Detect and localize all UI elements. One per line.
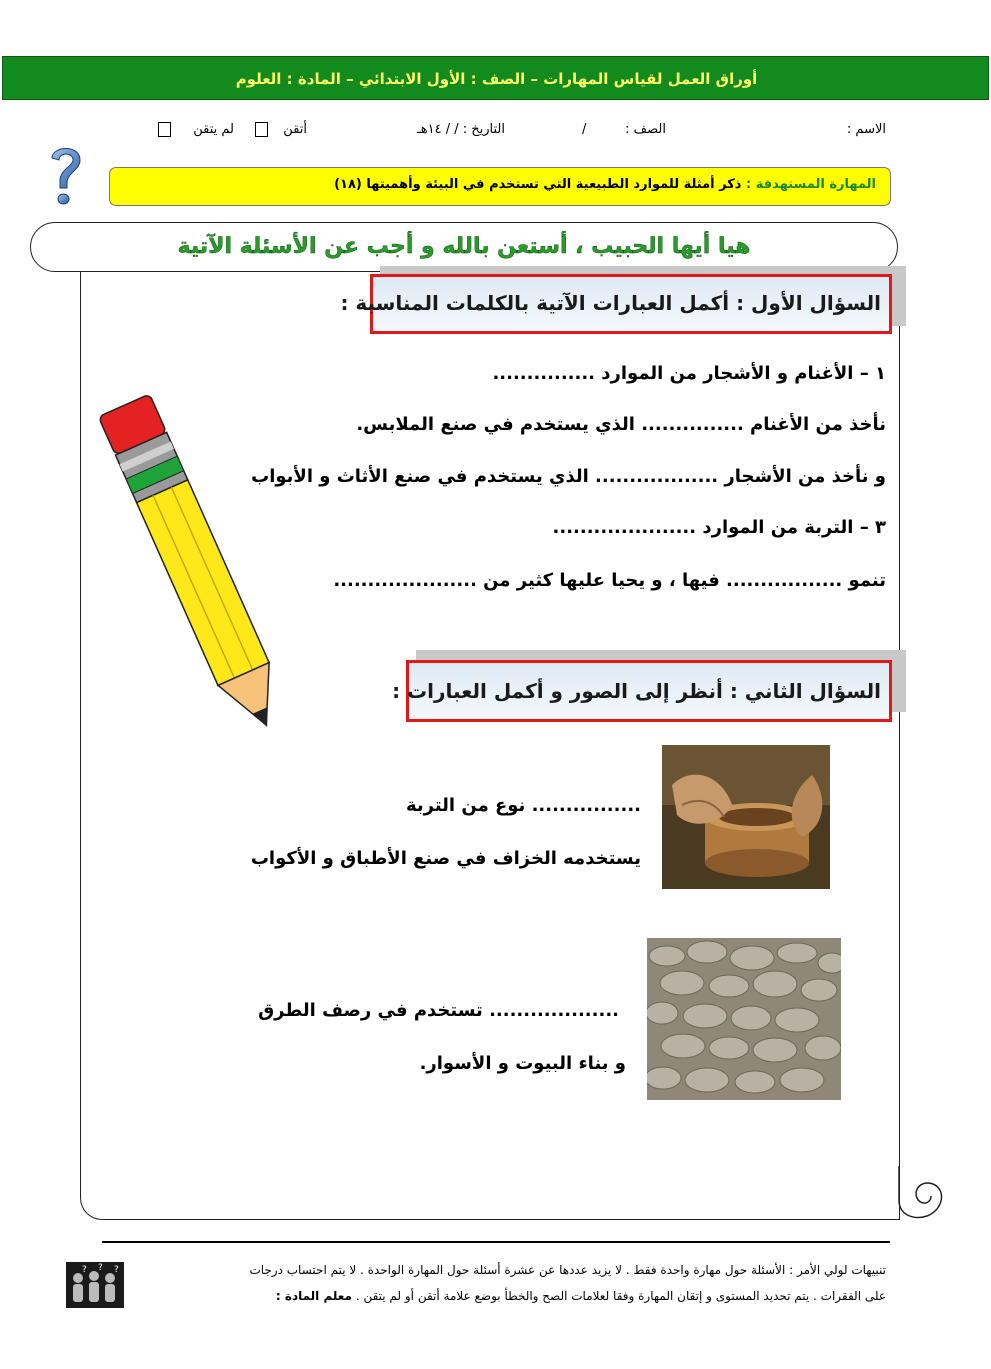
question-mark-icon (46, 142, 86, 208)
svg-text:?: ? (82, 1265, 87, 1275)
footer-notice-text: على الفقرات . يتم تحديد المستوى و إتقان المهارة وفقا لعلامات الصح والخطأ بوضع علامة أتقن أو لم يتقن . (355, 1289, 886, 1303)
question1-title: السؤال الأول : أكمل العبارات الآتية بالكلمات المناسبة : (340, 291, 881, 315)
footer-notice-line-2 (276, 1289, 886, 1303)
rocks-image (647, 938, 841, 1100)
q1-line-2: نأخذ من الأغنام ............... الذي يستخدم في صنع الملابس. (356, 414, 886, 435)
thinking-people-logo (66, 1262, 124, 1308)
question2-box (392, 660, 892, 722)
q2-item1-line-2: يستخدمه الخزاف في صنع الأطباق و الأكواب (250, 848, 641, 869)
class-label: الصف : (625, 122, 666, 137)
target-skill-label: المهارة المستهدفة : (746, 177, 876, 192)
mastered-checkbox[interactable] (255, 122, 268, 137)
pencil-icon (78, 392, 278, 764)
worksheet-title: أوراق العمل لقياس المهارات – الصف : الأول الابتدائي – المادة : العلوم (235, 70, 758, 88)
header-bar (2, 56, 989, 100)
footer-divider (102, 1241, 890, 1243)
target-skill (334, 177, 876, 192)
q1-line-5: تنمو ................. فيها ، و يحيا عليها كثير من ..................... (333, 570, 886, 591)
q2-item2-line-1: ................... تستخدم في رصف الطرق (258, 1000, 619, 1021)
banner-text: هيا أيها الحبيب ، أستعن بالله و أجب عن الأسئلة الآتية (177, 234, 751, 259)
question2-title: السؤال الثاني : أنظر إلى الصور و أكمل العبارات : (392, 679, 881, 703)
question1-box (340, 274, 892, 334)
q1-line-3: و نأخذ من الأشجار .................. الذي يستخدم في صنع الأثاث و الأبواب (251, 466, 886, 487)
svg-text:?: ? (98, 1263, 103, 1273)
not-mastered-checkbox[interactable] (158, 122, 171, 137)
target-skill-text: ذكر أمثلة للموارد الطبيعية التي تستخدم في البيئة وأهميتها (١٨) (334, 177, 742, 192)
footer-notice-line-1: تنبيهات لولي الأمر : الأسئلة حول مهارة واحدة فقط . لا يزيد عددها عن عشرة أسئلة حول المهارة الواحدة . لا يتم احتساب درجات (249, 1263, 886, 1277)
date-label: التاريخ : / / ١٤هـ (416, 122, 505, 137)
teacher-label: معلم المادة : (275, 1289, 352, 1303)
name-label: الاسم : (846, 122, 886, 137)
pottery-image (662, 745, 830, 889)
not-mastered-label: لم يتقن (193, 122, 234, 137)
q2-item1-line-1: ................ نوع من التربة (405, 795, 641, 816)
class-slash: / (582, 122, 587, 137)
q1-line-1: ١ – الأغنام و الأشجار من الموارد ............... (492, 363, 886, 384)
svg-text:?: ? (114, 1265, 119, 1275)
target-skill-box (109, 167, 891, 206)
scroll-curl-bottom-icon (895, 1160, 951, 1224)
q1-line-4: ٣ – التربة من الموارد ..................... (552, 517, 886, 538)
mastered-label: أتقن (283, 122, 307, 137)
q2-item2-line-2: و بناء البيوت و الأسوار. (419, 1053, 626, 1074)
